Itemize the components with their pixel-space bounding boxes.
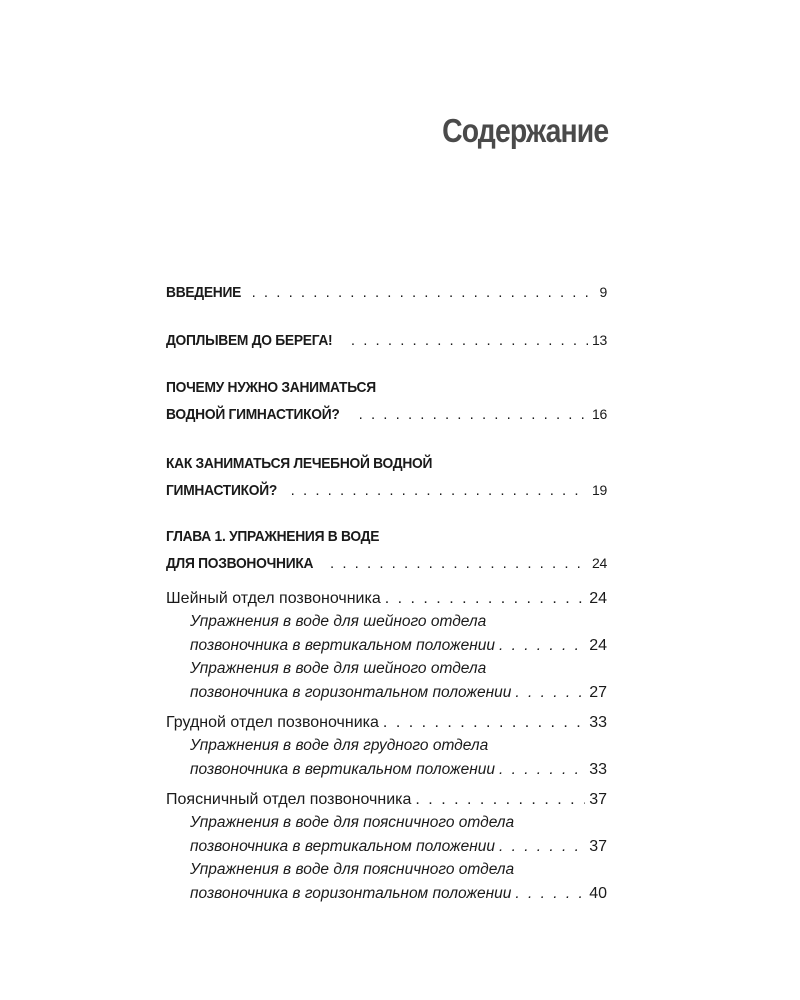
toc-sub-label: позвоночника в горизонтальном положении — [190, 885, 512, 902]
toc-sub-label: позвоночника в вертикальном положении — [190, 838, 495, 855]
toc-section-label: Поясничный отдел позвоночника — [166, 791, 412, 808]
dot-leader — [359, 404, 588, 426]
toc-entry-label: ГИМНАСТИКОЙ? — [166, 482, 278, 499]
toc-entry-label: КАК ЗАНИМАТЬСЯ ЛЕЧЕБНОЙ ВОДНОЙ — [166, 455, 433, 472]
toc-page-number: 27 — [589, 684, 607, 701]
toc-sub-cervical-1-line1[interactable] — [190, 611, 486, 633]
toc-section-cervical[interactable] — [166, 588, 607, 610]
toc-entry-chapter1-line1[interactable] — [166, 526, 398, 548]
toc-page-number: 13 — [592, 332, 607, 348]
toc-entry-intro[interactable] — [166, 281, 607, 303]
dot-leader — [291, 480, 588, 502]
dot-leader — [351, 330, 588, 352]
toc-entry-label: ГЛАВА 1. УПРАЖНЕНИЯ В ВОДЕ — [166, 528, 380, 545]
dot-leader — [515, 682, 585, 704]
toc-sub-lumbar-1-line1[interactable] — [190, 812, 514, 834]
toc-section-label: Грудной отдел позвоночника — [166, 714, 379, 731]
toc-sub-lumbar-2-line1[interactable] — [190, 859, 514, 881]
toc-sub-label: Упражнения в воде для поясничного отдела — [190, 861, 515, 878]
toc-sub-thoracic-1-line1[interactable] — [190, 735, 488, 757]
toc-entry-why-line1[interactable] — [166, 377, 394, 399]
toc-sub-cervical-2[interactable] — [190, 682, 607, 704]
toc-page-number: 24 — [592, 555, 607, 571]
toc-entry-why[interactable] — [166, 403, 607, 425]
toc-entry-chapter1[interactable] — [166, 552, 607, 574]
toc-entry-label: ПОЧЕМУ НУЖНО ЗАНИМАТЬСЯ — [166, 379, 376, 396]
page-title: Содержание — [441, 112, 608, 149]
toc-section-thoracic[interactable] — [166, 712, 607, 734]
toc-entry-label: ДОПЛЫВЕМ ДО БЕРЕГА! — [166, 332, 333, 349]
toc-page-number: 40 — [589, 885, 607, 902]
toc-sub-label: позвоночника в горизонтальном положении — [190, 684, 512, 701]
toc-section-label: Шейный отдел позвоночника — [166, 590, 381, 607]
dot-leader — [499, 759, 585, 781]
toc-page-number: 37 — [589, 791, 607, 808]
toc-entry-how-line1[interactable] — [166, 453, 455, 475]
toc-sub-label: Упражнения в воде для шейного отдела — [190, 613, 487, 630]
toc-page-number: 33 — [589, 714, 607, 731]
toc-entry-label: ДЛЯ ПОЗВОНОЧНИКА — [166, 555, 314, 572]
dot-leader — [515, 883, 585, 905]
toc-page-number: 9 — [599, 284, 607, 300]
toc-page-number: 24 — [589, 590, 607, 607]
dot-leader — [385, 588, 585, 610]
toc-sub-cervical-1[interactable] — [190, 635, 607, 657]
toc-sub-thoracic-1[interactable] — [190, 759, 607, 781]
dot-leader — [415, 789, 585, 811]
toc-page-number: 33 — [589, 761, 607, 778]
toc-sub-label: Упражнения в воде для шейного отдела — [190, 660, 487, 677]
toc-sub-label: позвоночника в вертикальном положении — [190, 637, 495, 654]
toc-page-number: 24 — [589, 637, 607, 654]
dot-leader — [499, 635, 585, 657]
dot-leader — [330, 553, 588, 575]
toc-entry-label: ВОДНОЙ ГИМНАСТИКОЙ? — [166, 406, 340, 423]
toc-page-number: 16 — [592, 406, 607, 422]
toc-entry-shore[interactable] — [166, 329, 607, 351]
toc-section-lumbar[interactable] — [166, 789, 607, 811]
toc-sub-cervical-2-line1[interactable] — [190, 658, 486, 680]
toc-page-number: 19 — [592, 482, 607, 498]
dot-leader — [252, 282, 596, 304]
toc-sub-label: позвоночника в вертикальном положении — [190, 761, 495, 778]
dot-leader — [499, 836, 585, 858]
toc-sub-label: Упражнения в воде для поясничного отдела — [190, 814, 515, 831]
toc-sub-lumbar-2[interactable] — [190, 883, 607, 905]
toc-entry-how[interactable] — [166, 479, 607, 501]
toc-sub-label: Упражнения в воде для грудного отдела — [190, 737, 489, 754]
toc-sub-lumbar-1[interactable] — [190, 836, 607, 858]
dot-leader — [383, 712, 585, 734]
toc-page-number: 37 — [589, 838, 607, 855]
toc-entry-label: ВВЕДЕНИЕ — [166, 284, 242, 301]
